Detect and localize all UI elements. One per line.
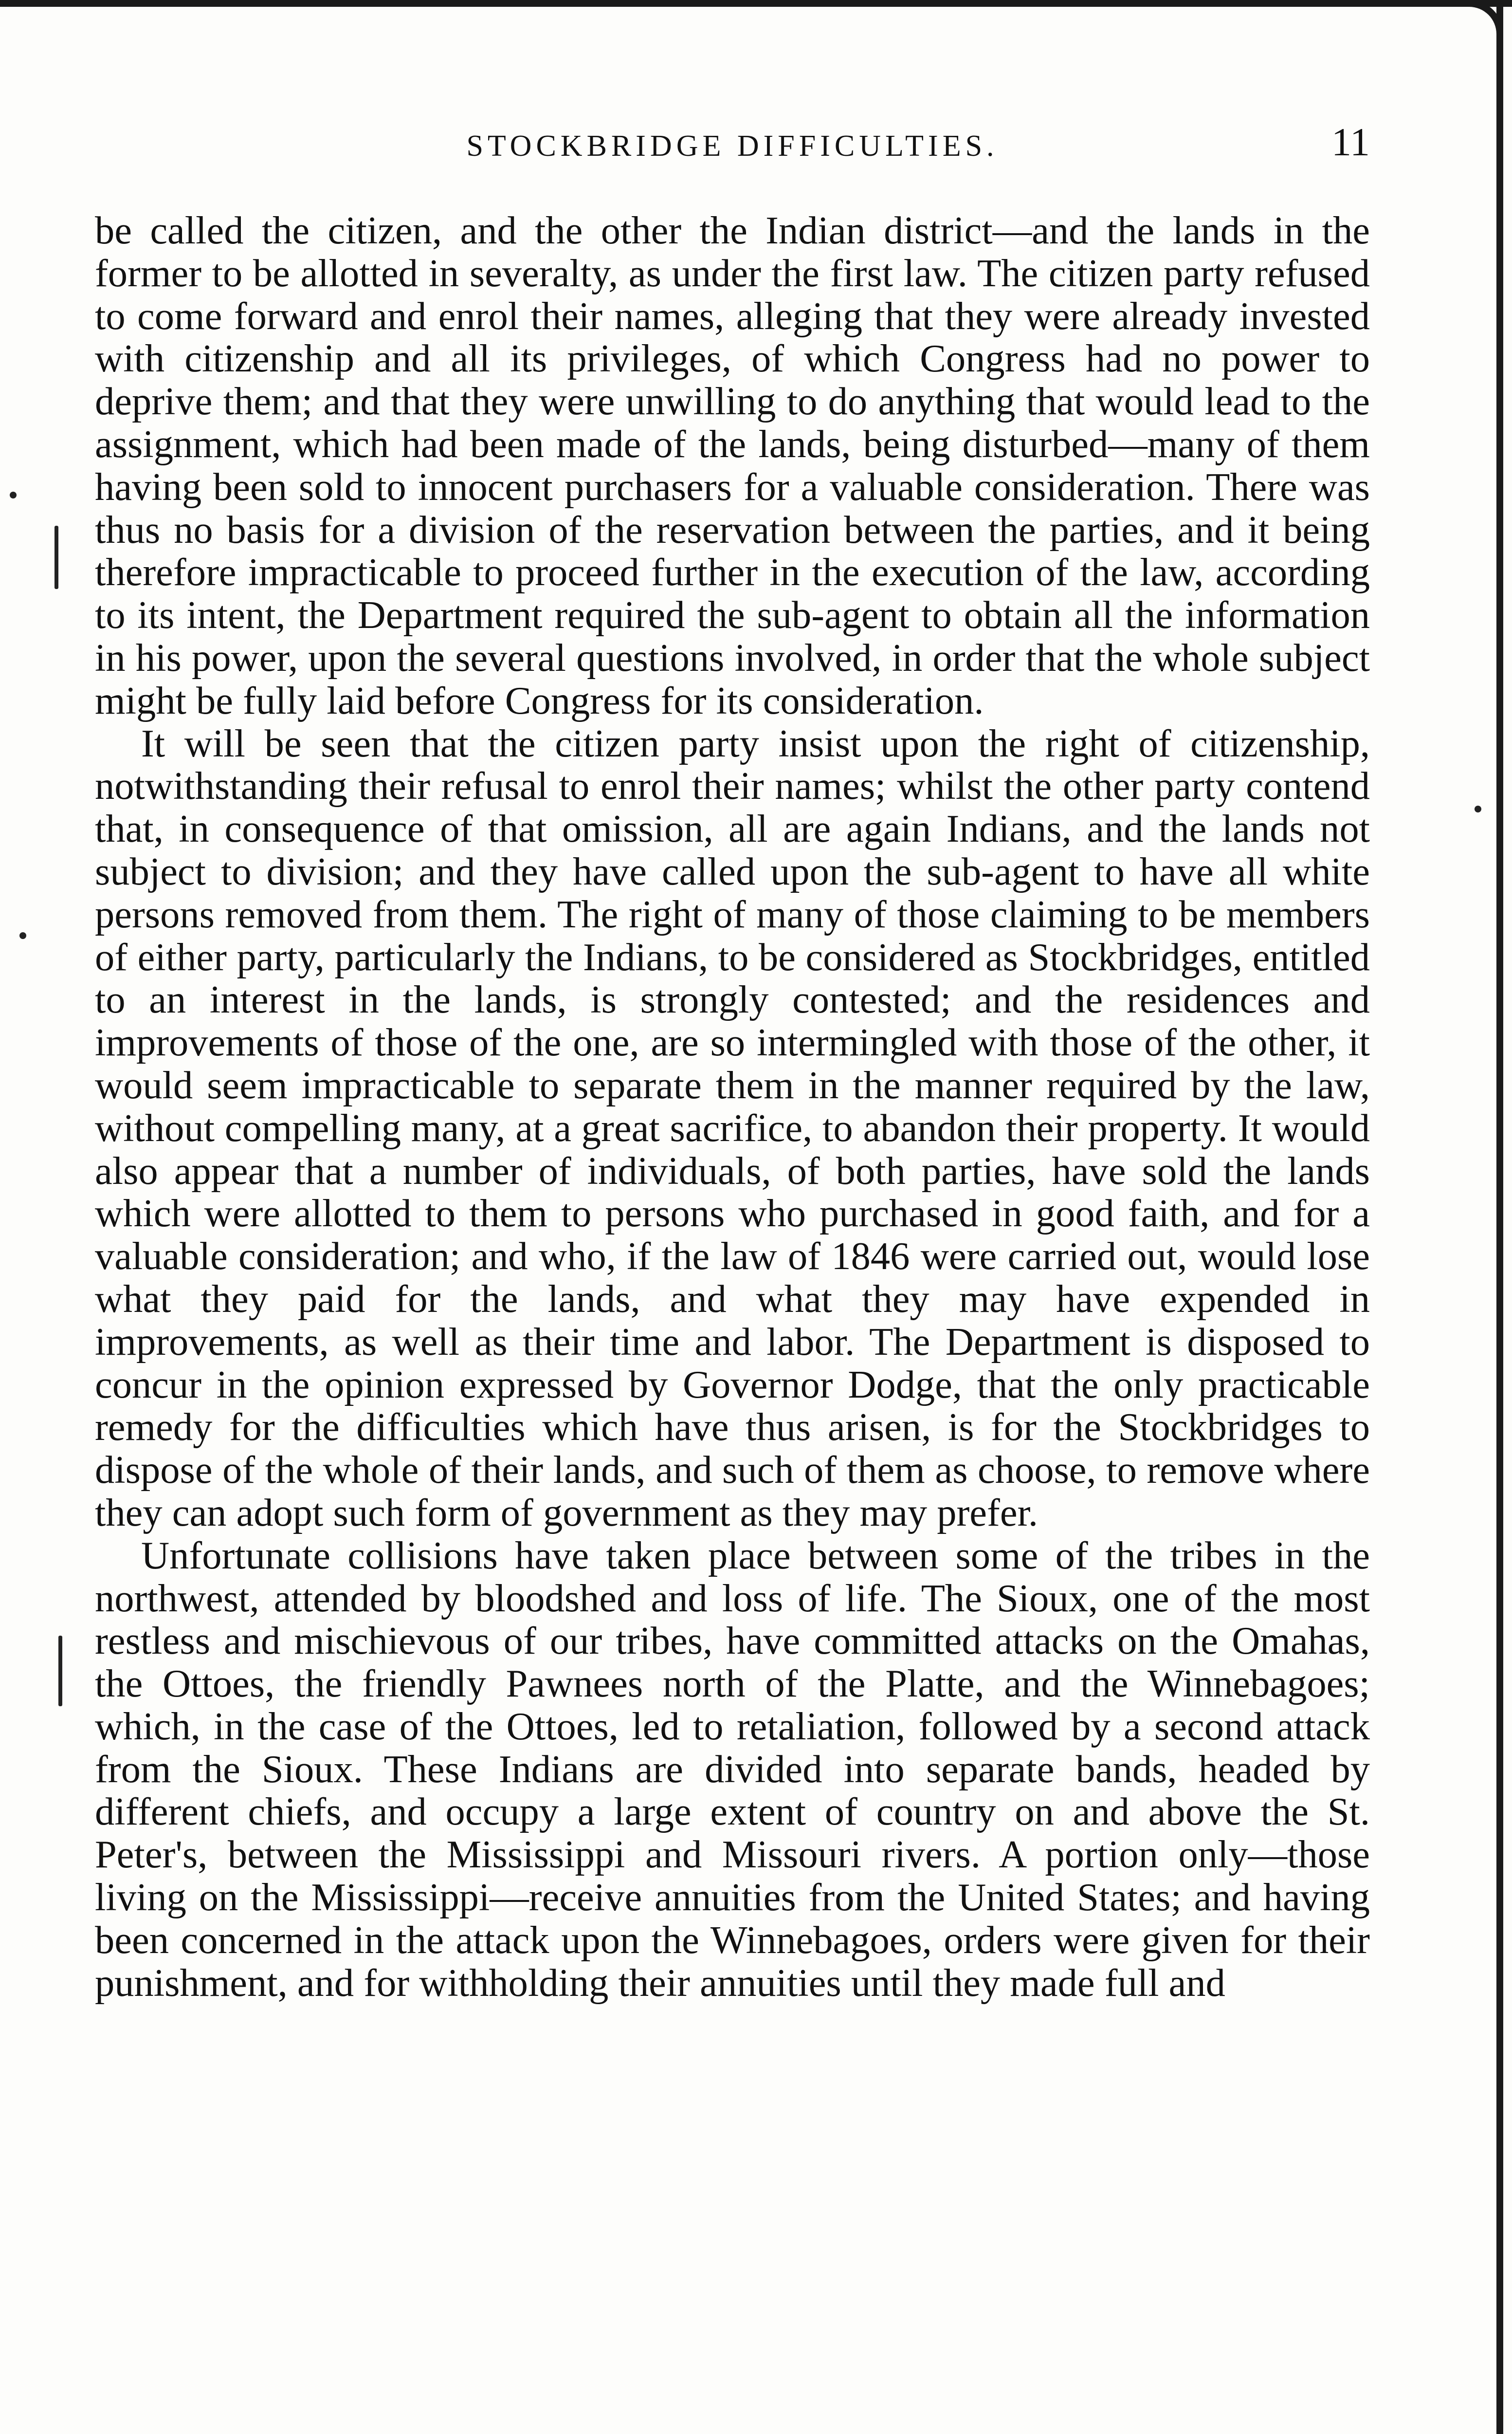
margin-dot-mark [10,492,17,498]
margin-dot-mark [1475,806,1481,812]
page-corner [1450,0,1503,54]
page-right-edge [1496,0,1503,2434]
paragraph-continuation: be called the citizen, and the other the Indian district—and the lands in the former to be allotted in severalty, as under the first law. The citizen party refused to come forward and enrol their names, alleging that they were already invested with citizenship and all its privileges, of which Congress had no power to deprive them; and that they were unwilling to do anything that would lead to the assignment, which had been made of the lands, being disturbed—many of them having been sold to innocent purchasers for a valuable consideration. There was thus no basis for a division of the reservation between the parties, and it being therefore impracticable to proceed further in the execution of the law, according to its intent, the Department required the sub-agent to obtain all the information in his power, upon the several questions involved, in order that the whole subject might be fully laid before Congress for its consideration. [95,209,1370,722]
running-header [95,119,1370,173]
page-number: 11 [1331,120,1370,164]
paragraph-citizenship: It will be seen that the citizen party insist upon the right of citizenship, notwithstanding their refusal to enrol their names; whilst the other party contend that, in consequence of that omission, all are again Indians, and the lands not subject to division; and they have called upon the sub-agent to have all white persons removed from them. The right of many of those claiming to be members of either party, particularly the Indians, to be considered as Stockbridges, entitled to an interest in the lands, is strongly contested; and the residences and improvements of those of the one, are so intermingled with those of the other, it would seem impracticable to separate them in the manner required by the law, without compelling many, at a great sacrifice, to abandon their property. It would also appear that a number of individuals, of both parties, have sold the lands which were allotted to them to persons who purchased in good faith, and for a valuable consideration; and who, if the law of 1846 were carried out, would lose what they paid for the lands, and what they may have expended in improvements, as well as their time and labor. The Department is disposed to concur in the opinion expressed by Governor Dodge, that the only practicable remedy for the difficulties which have thus arisen, is for the Stockbridges to dispose of the whole of their lands, and such of them as choose, to remove where they can adopt such form of government as they may prefer. [95,721,1370,1534]
body-text [95,209,1370,2004]
margin-line-mark [58,1636,62,1706]
page-top-edge [0,0,1512,7]
margin-line-mark [55,526,58,589]
paragraph-sioux-collisions: Unfortunate collisions have taken place between some of the tribes in the northwest, attended by bloodshed and loss of life. The Sioux, one of the most restless and mischievous of our tribes, have committed attacks on the Omahas, the Ottoes, the friendly Pawnees north of the Platte, and the Winnebagoes; which, in the case of the Ottoes, led to retaliation, followed by a second attack from the Sioux. These Indians are divided into separate bands, headed by different chiefs, and occupy a large extent of country on and above the St. Peter's, between the Mississippi and Missouri rivers. A portion only—those living on the Mississippi—receive annuities from the United States; and having been concerned in the attack upon the Winnebagoes, orders were given for their punishment, and for withholding their annuities until they made full and [95,1533,1370,2005]
margin-dot-mark [19,932,26,939]
running-title: STOCKBRIDGE DIFFICULTIES. [466,129,999,163]
